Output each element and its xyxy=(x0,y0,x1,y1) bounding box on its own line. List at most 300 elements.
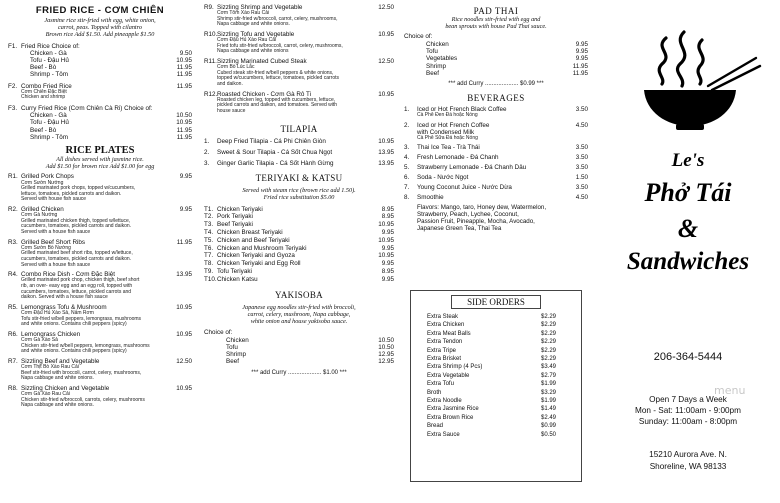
item-subtext: and white onions. Contains chili peppers (spicy) xyxy=(21,348,127,355)
item-name: Bread xyxy=(427,423,444,430)
choice-price: 10.50 xyxy=(378,336,394,344)
item-subtext: Napa cabbage and white onions. xyxy=(21,375,94,382)
beverage-item xyxy=(404,122,588,129)
rice-plates-continued-list xyxy=(204,4,394,118)
item-name: Extra Noodle xyxy=(427,398,462,405)
item-name: Sizzling Beef and Vegetable xyxy=(21,357,100,365)
item-price: $2.29 xyxy=(541,339,557,346)
item-subtext: daikon. Served with a house fish sauce xyxy=(21,294,108,301)
smoothie-flavors xyxy=(404,204,588,232)
item-subtext: Chicken and shrimp xyxy=(21,94,66,101)
item-name: Extra Sauce xyxy=(427,431,460,438)
item-number: T10. xyxy=(204,275,217,283)
item-name: Sweet & Sour Tilapia - Cá Sốt Chua Ngọt xyxy=(217,148,333,156)
menu-item xyxy=(204,221,394,228)
restaurant-name-line1: Le's xyxy=(671,150,705,171)
item-subtext: Shrimp stir-fried w/broccoli, carrot, celery, mushrooms, xyxy=(217,15,338,22)
item-name: Fresh Lemonade - Đá Chanh xyxy=(417,154,499,162)
item-number: R12. xyxy=(204,90,218,98)
side-order-item xyxy=(417,313,575,321)
item-price: 8.95 xyxy=(381,213,394,221)
item-price: $1.99 xyxy=(541,398,557,405)
item-number: T9. xyxy=(204,267,214,275)
choice-row xyxy=(8,57,192,64)
side-order-item xyxy=(417,422,575,430)
item-price: $2.29 xyxy=(541,356,557,363)
menu-item xyxy=(204,252,394,259)
item-name: Chicken Teriyaki and Egg Roll xyxy=(217,260,301,268)
menu-item xyxy=(204,237,394,244)
choice-price: 11.95 xyxy=(176,126,192,134)
teriyaki-desc xyxy=(204,187,394,201)
item-number: R3. xyxy=(8,238,18,246)
item-number: R7. xyxy=(8,357,18,365)
item-subtext: Napa cabbage and white onions. xyxy=(21,402,94,409)
pho-bowl-icon xyxy=(596,20,780,140)
item-name: Pork Teriyaki xyxy=(217,213,253,221)
item-name: Grilled Pork Chops xyxy=(21,173,74,181)
desc-line: bean sprouts with house Pad Thai sauce. xyxy=(445,23,547,31)
address-line2: Shoreline, WA 98133 xyxy=(649,462,727,471)
item-name: Extra Tofu xyxy=(427,381,454,388)
item-price: 9.95 xyxy=(381,260,394,268)
item-price: $0.99 xyxy=(541,423,557,430)
item-subtext: Grilled marinated pork chops, topped w/cucumbers, xyxy=(21,185,136,192)
pad-thai-desc xyxy=(404,16,588,30)
item-name: Fried Rice Choice of: xyxy=(21,42,80,50)
item-price: 10.95 xyxy=(378,137,394,145)
item-price: $3.29 xyxy=(541,389,557,396)
item-subtext: Cơm Gà Xào Sả xyxy=(21,336,58,343)
choice-name: Shrimp xyxy=(426,62,446,70)
desc-line: Fried rice substitution $5.00 xyxy=(263,194,335,202)
choice-name: Shrimp xyxy=(226,351,246,359)
item-number: 1. xyxy=(204,137,210,145)
item-subtext: Beef stir-fried with broccoli, carrot, celery, mushrooms, xyxy=(21,369,142,376)
item-name: Young Coconut Juice - Nước Dừa xyxy=(417,184,512,192)
item-subtext: lettuce, tomatoes, pickled carrots and daikon. xyxy=(21,190,122,197)
menu-item xyxy=(204,245,394,252)
item-number: T6. xyxy=(204,244,214,252)
item-number: T8. xyxy=(204,260,214,268)
item-name: Combo Fried Rice xyxy=(21,82,72,90)
item-price: 1.50 xyxy=(575,174,588,182)
item-subtext: Served with a house fish sauce xyxy=(21,229,91,235)
item-number: T1. xyxy=(204,205,214,213)
hours-title: Open 7 Days a Week xyxy=(649,395,727,404)
pad-thai-choice-label: Choice of: xyxy=(404,33,433,41)
side-order-item xyxy=(417,363,575,371)
item-name: Ginger Garlic Tilapia - Cá Sốt Hành Gừng xyxy=(217,159,334,167)
item-subtext: Cà Phê Sữa Đá hoặc Nóng xyxy=(417,134,478,141)
item-name: Extra Shrimp (4 Pcs) xyxy=(427,364,483,371)
choice-name: Chicken - Gà xyxy=(30,49,67,57)
menu-item xyxy=(8,105,192,112)
choice-price: 10.50 xyxy=(176,112,192,120)
choice-price: 9.95 xyxy=(575,55,588,63)
item-name: Iced or Hot French Coffee xyxy=(417,121,490,129)
choice-row xyxy=(8,71,192,78)
choice-row xyxy=(8,119,192,126)
item-price: 10.95 xyxy=(378,252,394,260)
item-subtext: Cơm Đậu Hủ Xào Rau Cải xyxy=(217,37,277,44)
item-subtext: Cơm Thịt Bò Xào Rau Cải xyxy=(21,363,79,370)
item-price: $3.49 xyxy=(541,364,557,371)
desc-line: Served with steam rice (brown rice add 1.50). xyxy=(242,187,356,195)
choice-name: Tofu xyxy=(426,48,438,56)
item-name: Chicken Teriyaki xyxy=(217,205,263,213)
item-number: R2. xyxy=(8,206,18,214)
item-number: 5. xyxy=(404,164,410,172)
item-price: 11.95 xyxy=(176,82,192,90)
item-subtext: Cơm Tôm Xào Rau Cải xyxy=(217,10,270,17)
item-name: Combo Rice Dish - Cơm Đặc Biệt xyxy=(21,271,116,279)
choice-name: Tofu xyxy=(226,343,238,351)
flavor-line: Flavors: Mango, taro, Honey dew, Watermelon, xyxy=(417,204,547,212)
item-number: R5. xyxy=(8,303,18,311)
item-price: 3.50 xyxy=(575,164,588,172)
item-subtext: Served with house fish sauce xyxy=(21,196,87,203)
item-number: T3. xyxy=(204,221,214,229)
rice-plates-list xyxy=(8,173,192,411)
desc-line: Brown rice Add $1.50. Add pineapple $1.50 xyxy=(45,31,155,39)
item-subtext: and daikon. xyxy=(217,80,243,87)
choice-name: Vegetables xyxy=(426,55,458,63)
beverage-item xyxy=(404,164,588,171)
side-orders-list xyxy=(417,313,575,439)
item-number: R8. xyxy=(8,384,18,392)
choice-name: Chicken xyxy=(226,336,249,344)
item-name: Curry Fried Rice (Cơm Chiên Cà Ri) Choice of: xyxy=(21,105,153,113)
side-order-item xyxy=(417,355,575,363)
item-number: R6. xyxy=(8,330,18,338)
item-price: $2.29 xyxy=(541,347,557,354)
item-name: Strawberry Lemonade - Đá Chanh Dâu xyxy=(417,164,527,172)
item-name: Thai Ice Tea - Trà Thái xyxy=(417,144,480,152)
choice-price: 10.95 xyxy=(176,119,192,127)
yakisoba-title: YAKISOBA xyxy=(275,289,323,300)
choice-price: 11.95 xyxy=(176,64,192,72)
side-order-item xyxy=(417,389,575,397)
item-subtext: Grilled marinated beef short ribs, topped w/lettuce, xyxy=(21,250,133,257)
fried-rice-desc xyxy=(8,17,192,39)
item-price: 10.95 xyxy=(378,30,394,38)
choice-name: Beef - Bò xyxy=(30,64,57,72)
flavor-line: Japanese Green Tea, Thai Tea xyxy=(417,225,502,233)
item-price: $2.79 xyxy=(541,372,557,379)
choice-row xyxy=(404,63,588,70)
choice-price: 9.95 xyxy=(575,40,588,48)
item-name: Roasted Chicken - Cơm Gà Rô Ti xyxy=(217,90,312,98)
item-price: $2.29 xyxy=(541,314,557,320)
item-number: R4. xyxy=(8,271,18,279)
fried-rice-title: FRIED RICE - CƠM CHIÊN xyxy=(35,5,165,16)
item-price: 9.95 xyxy=(179,206,192,214)
item-price: 4.50 xyxy=(575,194,588,202)
item-name: Chicken Katsu xyxy=(217,275,258,283)
item-name: Sizzling Shrimp and Vegetable xyxy=(217,4,303,11)
item-price: 9.95 xyxy=(381,228,394,236)
item-name: Smoothie xyxy=(417,194,444,202)
desc-line: carrot, celery, mushroom, Napa cabbage, xyxy=(247,310,351,318)
choice-row xyxy=(8,50,192,57)
desc-line: Japanese egg noodles stir-fried with broccoli, xyxy=(242,303,356,311)
menu-item xyxy=(204,268,394,275)
item-name: Tofu Teriyaki xyxy=(217,267,252,275)
desc-line: white onion and house yakisoba sauce. xyxy=(250,317,348,325)
pad-thai-curry-note: *** add Curry .................... $0.99 *** xyxy=(448,80,544,87)
yakisoba-desc xyxy=(204,304,394,326)
item-subtext: rib, an over- easy egg and an egg roll, topped with xyxy=(21,282,133,289)
item-price: $0.50 xyxy=(541,431,557,438)
choice-row xyxy=(204,344,394,351)
item-price: 3.50 xyxy=(575,144,588,152)
choice-name: Shrimp - Tôm xyxy=(30,133,69,141)
choice-row xyxy=(404,41,588,48)
choice-price: 10.95 xyxy=(176,57,192,65)
item-number: 2. xyxy=(204,148,210,156)
side-orders-box xyxy=(410,290,582,482)
item-price: 10.95 xyxy=(176,330,192,338)
item-subtext: house sauce xyxy=(217,107,246,114)
desc-line: Add $1.50 for brown rice Add $1.00 for egg xyxy=(45,163,155,171)
beverages-list xyxy=(404,106,588,204)
item-subtext: Cơm Gà Nướng xyxy=(21,212,58,219)
choice-name: Chicken - Gà xyxy=(30,112,67,120)
beverage-item xyxy=(404,174,588,181)
item-price: 13.95 xyxy=(378,159,394,167)
item-name: Soda - Nước Ngọt xyxy=(417,174,469,182)
item-subtext: Cơm Sườn Nướng xyxy=(21,179,64,186)
item-price: 9.95 xyxy=(179,173,192,181)
choice-row xyxy=(204,337,394,344)
flavor-line: Strawberry, Peach, Lychee, Coconut, xyxy=(417,211,519,219)
item-price: $1.99 xyxy=(541,381,557,388)
item-name: Chicken and Beef Teriyaki xyxy=(217,236,290,244)
side-order-item xyxy=(417,397,575,405)
item-name: Extra Vegetable xyxy=(427,372,470,379)
item-subtext: Tofu stir-fried w/bell peppers, lemongrass, mushrooms xyxy=(21,315,142,322)
item-subtext: Fried tofu stir-fried w/broccoli, carrot, celery, mushrooms, xyxy=(217,42,343,49)
side-order-item xyxy=(417,405,575,413)
item-name: Extra Chicken xyxy=(427,322,465,329)
item-price: 3.50 xyxy=(575,154,588,162)
choice-name: Chicken xyxy=(426,40,449,48)
address-line1: 15210 Aurora Ave. N. xyxy=(649,450,727,459)
item-number: 1. xyxy=(404,105,410,113)
choice-price: 11.95 xyxy=(176,133,192,141)
menu-item xyxy=(204,229,394,236)
menu-item xyxy=(204,138,394,145)
item-name: Iced or Hot French Black Coffee xyxy=(417,105,507,113)
item-name: Extra Meat Balls xyxy=(427,330,471,337)
choice-name: Tofu - Đậu Hủ xyxy=(30,119,69,127)
item-price: 12.50 xyxy=(378,4,394,11)
choice-price: 10.50 xyxy=(378,343,394,351)
choice-name: Beef - Bò xyxy=(30,126,57,134)
choice-price: 9.50 xyxy=(179,49,192,57)
item-price: 12.50 xyxy=(176,357,192,365)
choice-row xyxy=(204,351,394,358)
desc-line: All dishes served with jasmine rice. xyxy=(56,156,144,164)
choice-row xyxy=(8,134,192,141)
menu-item xyxy=(204,206,394,213)
item-subtext: Cơm Sườn Bò Nướng xyxy=(21,244,71,251)
tilapia-title: TILAPIA xyxy=(280,123,318,134)
item-number: 6. xyxy=(404,174,410,182)
menu-item xyxy=(204,160,394,167)
beverage-item xyxy=(404,144,588,151)
item-number: 8. xyxy=(404,194,410,202)
side-order-item xyxy=(417,372,575,380)
item-name: Grilled Beef Short Ribs xyxy=(21,238,86,246)
item-price: $2.49 xyxy=(541,414,557,421)
watermark: menu xyxy=(714,384,746,397)
desc-line: Jasmine rice stir-fried with egg, white onion, xyxy=(44,17,156,24)
item-number: F3. xyxy=(8,105,18,113)
column-padthai-beverages-sides xyxy=(400,0,594,503)
menu-item xyxy=(204,149,394,156)
item-name: Chicken Breast Teriyaki xyxy=(217,228,283,236)
menu-item xyxy=(204,276,394,283)
item-price: 10.95 xyxy=(378,90,394,98)
item-name: Extra Steak xyxy=(427,314,459,320)
item-number: F1. xyxy=(8,42,18,50)
yakisoba-curry-note: *** add Curry .................... $1.00 *** xyxy=(251,370,347,377)
restaurant-name-line3: & xyxy=(677,214,699,243)
item-subtext: cucumbers, tomatoes, pickled carrots and daikon. xyxy=(21,255,132,262)
item-price: 10.95 xyxy=(176,384,192,392)
item-name: Beef Teriyaki xyxy=(217,221,253,229)
menu-item xyxy=(8,43,192,50)
item-subtext: Chicken stir-fried w/bell peppers, lemongrass, mushrooms xyxy=(21,342,150,349)
side-order-item xyxy=(417,338,575,346)
item-number: R11. xyxy=(204,57,217,65)
item-name-cont: with Condensed Milk xyxy=(417,128,475,136)
beverages-title: BEVERAGES xyxy=(467,92,525,103)
item-name: Extra Tendon xyxy=(427,339,463,346)
restaurant-name-line2: Phở Tái xyxy=(644,178,732,207)
flavor-line: Passion Fruit, Pineapple, Mocha, Avocado, xyxy=(417,218,535,226)
item-subtext: Grilled marinated pork chop, chicken thigh, beef short xyxy=(21,277,140,284)
item-subtext: topped w/cucumbers, lettuce, tomatoes, pickled carrots xyxy=(217,75,340,82)
item-subtext: Cơm Đậu Hủ Xào Sả, Nấm Rơm xyxy=(21,309,94,316)
item-name: Lemongrass Chicken xyxy=(21,330,81,338)
choice-price: 11.95 xyxy=(176,71,192,79)
item-name: Sizzling Marinated Cubed Steak xyxy=(217,57,307,65)
item-number: T2. xyxy=(204,213,214,221)
item-price: 4.50 xyxy=(575,121,588,129)
desc-line: carrot, peas. Topped with cilantro xyxy=(58,24,142,32)
item-name: Grilled Chicken xyxy=(21,206,64,214)
item-subtext: cucumbers, tomatoes, pickled carrots and daikon. xyxy=(21,223,132,230)
beverage-item xyxy=(404,154,588,161)
choice-row xyxy=(204,358,394,365)
item-number: F2. xyxy=(8,82,18,90)
item-number: 3. xyxy=(404,144,410,152)
item-price: 13.95 xyxy=(378,148,394,156)
item-subtext: pickled carrots and daikon, and tomatoes. Served with xyxy=(217,102,338,109)
item-name: Chicken Teriyaki and Gyoza xyxy=(217,252,295,260)
rice-plates-desc xyxy=(8,156,192,170)
item-number: R9. xyxy=(204,4,214,11)
hours-sunday: Sunday: 11:00am - 8:00pm xyxy=(638,417,738,426)
item-price: 13.95 xyxy=(176,271,192,279)
choice-row xyxy=(404,48,588,55)
rice-plates-title: RICE PLATES xyxy=(65,145,135,157)
column-rice-tilapia-teriyaki-yakisoba xyxy=(198,0,400,503)
choice-name: Shrimp - Tôm xyxy=(30,71,69,79)
item-price: $2.29 xyxy=(541,330,557,337)
item-name: Extra Tripe xyxy=(427,347,457,354)
item-price: 3.50 xyxy=(575,105,588,113)
choice-price: 9.95 xyxy=(575,48,588,56)
item-name: Broth xyxy=(427,389,442,396)
side-order-item xyxy=(417,347,575,355)
choice-name: Tofu - Đậu Hủ xyxy=(30,57,69,65)
item-price: 3.50 xyxy=(575,184,588,192)
item-number: T5. xyxy=(204,236,214,244)
item-subtext: Cơm Gà Xào Rau Cải xyxy=(21,390,70,397)
item-price: 8.95 xyxy=(381,205,394,213)
side-order-item xyxy=(417,431,575,439)
item-price: 9.95 xyxy=(381,275,394,283)
choice-price: 11.95 xyxy=(572,69,588,77)
item-price: 10.95 xyxy=(176,303,192,311)
item-name: Lemongrass Tofu & Mushroom xyxy=(21,303,107,311)
beverage-item xyxy=(404,194,588,201)
item-number: T7. xyxy=(204,252,214,260)
item-price: 12.50 xyxy=(378,57,394,65)
pad-thai-title: PAD THAI xyxy=(473,6,519,16)
choice-price: 11.95 xyxy=(572,62,588,70)
item-number: R10. xyxy=(204,30,218,38)
side-order-item xyxy=(417,321,575,329)
item-subtext: Cubed steak stir-fried w/bell peppers & white onions, xyxy=(217,69,334,76)
item-number: 2. xyxy=(404,121,410,129)
column-fried-rice-rice-plates xyxy=(0,0,198,503)
item-price: $1.49 xyxy=(541,406,557,413)
item-subtext: Chicken stir-fried w/broccoli, carrots, celery, mushrooms xyxy=(21,396,145,403)
item-name: Extra Jasmine Rice xyxy=(427,406,479,413)
item-number: 7. xyxy=(404,184,410,192)
item-number: 4. xyxy=(404,154,410,162)
item-subtext: and white onions. Contains chili peppers (spicy) xyxy=(21,321,127,328)
item-price: 11.95 xyxy=(176,238,192,246)
phone-number[interactable]: 206-364-5444 xyxy=(653,351,723,363)
item-subtext: Roasted chicken leg, topped with cucumbers, lettuce, xyxy=(217,96,336,103)
item-price: 10.95 xyxy=(378,236,394,244)
restaurant-name-line4: Sandwiches xyxy=(626,248,750,275)
item-name: Sizzling Chicken and Vegetable xyxy=(21,384,110,392)
hours-weekday: Mon - Sat: 11:00am - 9:00pm xyxy=(635,406,741,415)
menu-item xyxy=(204,213,394,220)
choice-row xyxy=(8,127,192,134)
item-name: Deep Fried Tilapia - Cá Phi Chiên Giòn xyxy=(217,137,326,145)
choice-row xyxy=(404,70,588,77)
item-number: R1. xyxy=(8,173,18,181)
choice-row xyxy=(8,64,192,71)
teriyaki-title: TERIYAKI & KATSU xyxy=(255,173,343,184)
desc-line: Rice noodles stir-fried with egg and xyxy=(451,16,541,23)
item-name: Sizzling Tofu and Vegetable xyxy=(217,30,295,38)
column-restaurant-info xyxy=(596,0,780,503)
menu-item xyxy=(204,260,394,267)
item-name: Extra Brisket xyxy=(427,356,462,363)
choice-price: 12.95 xyxy=(378,358,394,366)
item-name: Extra Brown Rice xyxy=(427,414,474,421)
side-order-item xyxy=(417,330,575,338)
